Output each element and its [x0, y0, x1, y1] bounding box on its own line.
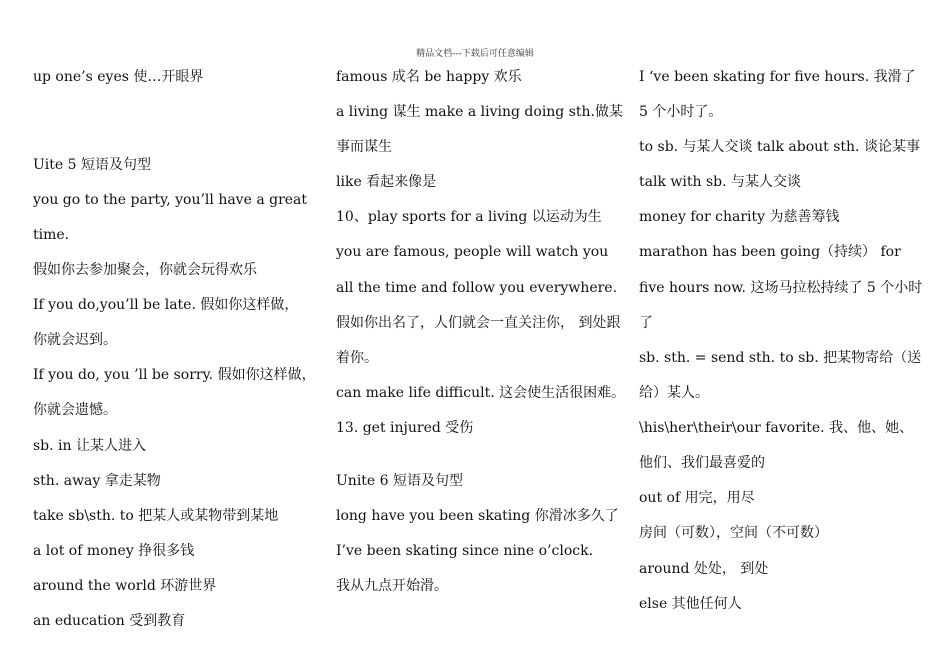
- text-line: 10、play sports for a living 以运动为生: [336, 209, 602, 225]
- text-line: you are famous, people will watch you: [336, 244, 609, 260]
- text-line: all the time and follow you everywhere.: [336, 280, 618, 296]
- text-line: 给）某人。: [639, 385, 709, 401]
- text-line: 你就会迟到。: [33, 332, 117, 348]
- text-line: five hours now. 这场马拉松持续了 5 个小时: [639, 280, 923, 296]
- text-line: famous 成名 be happy 欢乐: [336, 69, 522, 85]
- text-line: 5 个小时了。: [639, 104, 723, 120]
- text-line: can make life difficult. 这会使生活很困难。: [336, 385, 626, 401]
- text-line: around 处处， 到处: [639, 561, 769, 577]
- text-line: time.: [33, 227, 70, 243]
- text-line: sb. in 让某人进入: [33, 438, 146, 454]
- text-line: take sb\sth. to 把某人或某物带到某地: [33, 508, 279, 524]
- text-line: a lot of money 挣很多钱: [33, 543, 195, 559]
- text-line: I’ve been skating since nine o’clock.: [336, 543, 594, 559]
- text-line: 事而谋生: [336, 139, 392, 155]
- text-line: sth. away 拿走某物: [33, 473, 161, 489]
- text-line: \his\her\their\our favorite. 我、他、她、: [639, 420, 914, 436]
- text-line: you go to the party, you’ll have a great: [33, 192, 308, 208]
- text-line: 了: [639, 315, 653, 331]
- text-line: out of 用完，用尽: [639, 490, 755, 506]
- text-line: talk with sb. 与某人交谈: [639, 174, 801, 190]
- text-line: 你就会遗憾。: [33, 402, 117, 418]
- text-line: up one’s eyes 使…开眼界: [33, 69, 204, 85]
- text-line: long have you been skating 你滑冰多久了: [336, 508, 619, 524]
- column-left: [33, 0, 318, 672]
- text-line: marathon has been going（持续） for: [639, 244, 901, 260]
- text-line: 我从九点开始滑。: [336, 578, 448, 594]
- text-line: else 其他任何人: [639, 596, 742, 612]
- text-line: I ‘ve been skating for five hours. 我滑了: [639, 69, 916, 85]
- column-middle: [336, 0, 626, 672]
- text-line: an education 受到教育: [33, 613, 186, 629]
- text-line: money for charity 为慈善筹钱: [639, 209, 840, 225]
- section-heading: Uite 5 短语及句型: [33, 157, 151, 173]
- text-line: 房间（可数），空间（不可数）: [639, 525, 828, 541]
- text-line: 着你。: [336, 350, 378, 366]
- text-line: sb. sth. = send sth. to sb. 把某物寄给（送: [639, 350, 922, 366]
- text-line: a living 谋生 make a living doing sth.做某: [336, 104, 623, 120]
- page-header: 精品文档---下载后可任意编辑: [416, 49, 534, 59]
- section-heading: Unite 6 短语及句型: [336, 473, 464, 489]
- text-line: around the world 环游世界: [33, 578, 217, 594]
- text-line: If you do,you’ll be late. 假如你这样做，: [33, 297, 299, 313]
- text-line: 假如你去参加聚会，你就会玩得欢乐: [33, 262, 257, 278]
- text-line: to sb. 与某人交谈 talk about sth. 谈论某事: [639, 139, 920, 155]
- text-line: 13. get injured 受伤: [336, 420, 474, 436]
- text-line: If you do, you ’ll be sorry. 假如你这样做，: [33, 367, 316, 383]
- column-right: [639, 0, 924, 672]
- text-line: 他们、我们最喜爱的: [639, 455, 765, 471]
- text-line: 假如你出名了，人们就会一直关注你， 到处跟: [336, 315, 621, 331]
- text-line: like 看起来像是: [336, 174, 437, 190]
